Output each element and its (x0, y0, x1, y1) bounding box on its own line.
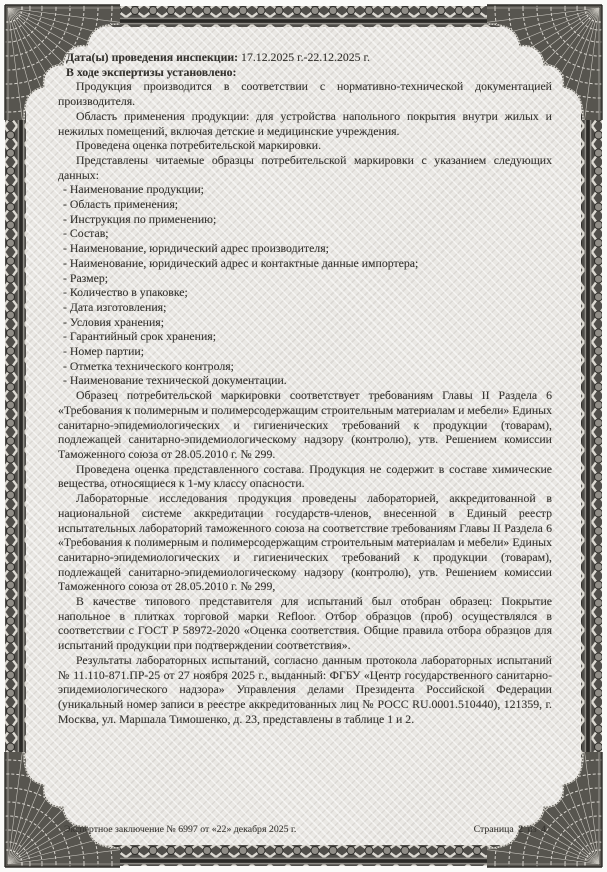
inspection-dates-value: 17.12.2025 г.-22.12.2025 г. (241, 50, 370, 64)
marking-list-item: - Гарантийный срок хранения; (63, 329, 216, 344)
paragraph-sample-selection: В качестве типового представителя для испытаний был отобран образец: Покрытие напольное в плитках торговой марки Refloor. Отбор образцов (проб) осуществлялся в соответствии с ГОСТ Р 58972-2020 «Оценка соответствия. Общие правила отбора образцов для испытаний продукции при подтверждении соответствия». (58, 594, 552, 653)
footer-of-word: из (527, 824, 537, 835)
border-corner-bottom-right (481, 746, 607, 872)
footer-page-total: 4 (541, 824, 546, 835)
paragraph-production: Продукция производится в соответствии с нормативно-технической документацией производителя. (58, 79, 552, 109)
paragraph-marking-samples: Представлены читаемые образцы потребительской маркировки с указанием следующих данных: (58, 152, 552, 182)
marking-list-item: - Размер; (63, 270, 109, 285)
paragraph-marking-conforms: Образец потребительской маркировки соответствует требованиям Главы II Раздела 6 «Требования к полимерным и полимерсодержащим строительным материалам и мебели» Единых санитарно-эпидемиологических и гигиенических требований к продукции (товарам), подлежащей санитарно-эпидемиологическому надзору (контролю), утв. Решением комиссии Таможенного союза от 28.05.2010 г. № 299. (58, 388, 552, 461)
footer-conclusion-ref: Экспертное заключение № 6997 от «22» декабря 2025 г. (64, 824, 297, 835)
marking-list-item: - Инструкция по применению; (63, 211, 217, 226)
established-heading: В ходе экспертизы установлено: (66, 64, 237, 79)
document-body (58, 50, 552, 726)
footer-page-word: Страница (473, 824, 514, 835)
marking-list-item: - Наименование, юридический адрес производителя; (63, 241, 329, 256)
paragraph-marking-eval: Проведена оценка потребительской маркировки. (76, 138, 322, 153)
marking-list-item: - Номер партии; (63, 344, 144, 359)
marking-list-item: - Состав; (63, 226, 109, 241)
marking-list-item: - Наименование технической документации. (63, 373, 287, 388)
page-footer (64, 824, 547, 835)
marking-list-item: - Количество в упаковке; (63, 285, 188, 300)
paragraph-scope: Область применения продукции: для устройства напольного покрытия внутри жилых и нежилых помещений, включая детские и медицинские учреждения. (58, 108, 552, 138)
marking-list-item: - Отметка технического контроля; (63, 358, 234, 373)
inspection-dates-label: Дата(ы) проведения инспекции: (66, 50, 239, 64)
paragraph-results: Результаты лабораторных испытаний, согласно данным протокола лабораторных испытаний № 11.110-871.ПР-25 от 27 ноября 2025 г., выданный: ФГБУ «Центр государственного санитарно-эпидемиологического надзора» Управления делами Президента Российской Федерации (уникальный номер записи в реестре аккредитованных лиц № РОСС RU.0001.510440), 121359, г. Москва, ул. Маршала Тимошенко, д. 23, представлены в таблице 1 и 2. (58, 652, 552, 726)
marking-list-item: - Наименование продукции; (63, 182, 204, 197)
footer-page-indicator (473, 824, 547, 835)
border-band-left (5, 8, 26, 864)
marking-list-item: - Дата изготовления; (63, 299, 167, 314)
paragraph-lab-tests: Лабораторные исследования продукция проведены лабораторией, аккредитованной в национальной системе аккредитации государств-членов, внесенной в Единый реестр испытательных лабораторий таможенного союза на соответствие требованиям Главы II Раздела 6 «Требования к полимерным и полимерсодержащим строительным материалам и мебели» Единых санитарно-эпидемиологических и гигиенических требований к продукции (товарам), подлежащей санитарно-эпидемиологическому надзору (контролю), утв. Решением комиссии Таможенного союза от 28.05.2010 г. № 299, (58, 491, 552, 594)
marking-list-item: - Наименование, юридический адрес и контактные данные импортера; (63, 255, 419, 270)
paragraph-composition: Проведена оценка представленного состава. Продукция не содержит в составе химические вещества, относящиеся к 1-му классу опасности. (58, 461, 552, 491)
marking-list-item: - Условия хранения; (63, 314, 165, 329)
border-corner-bottom-left (0, 746, 126, 872)
marking-list-item: - Область применения; (63, 197, 179, 212)
border-band-right (581, 8, 602, 864)
inspection-dates-line (58, 50, 552, 65)
footer-page-number: 2 (518, 824, 524, 835)
